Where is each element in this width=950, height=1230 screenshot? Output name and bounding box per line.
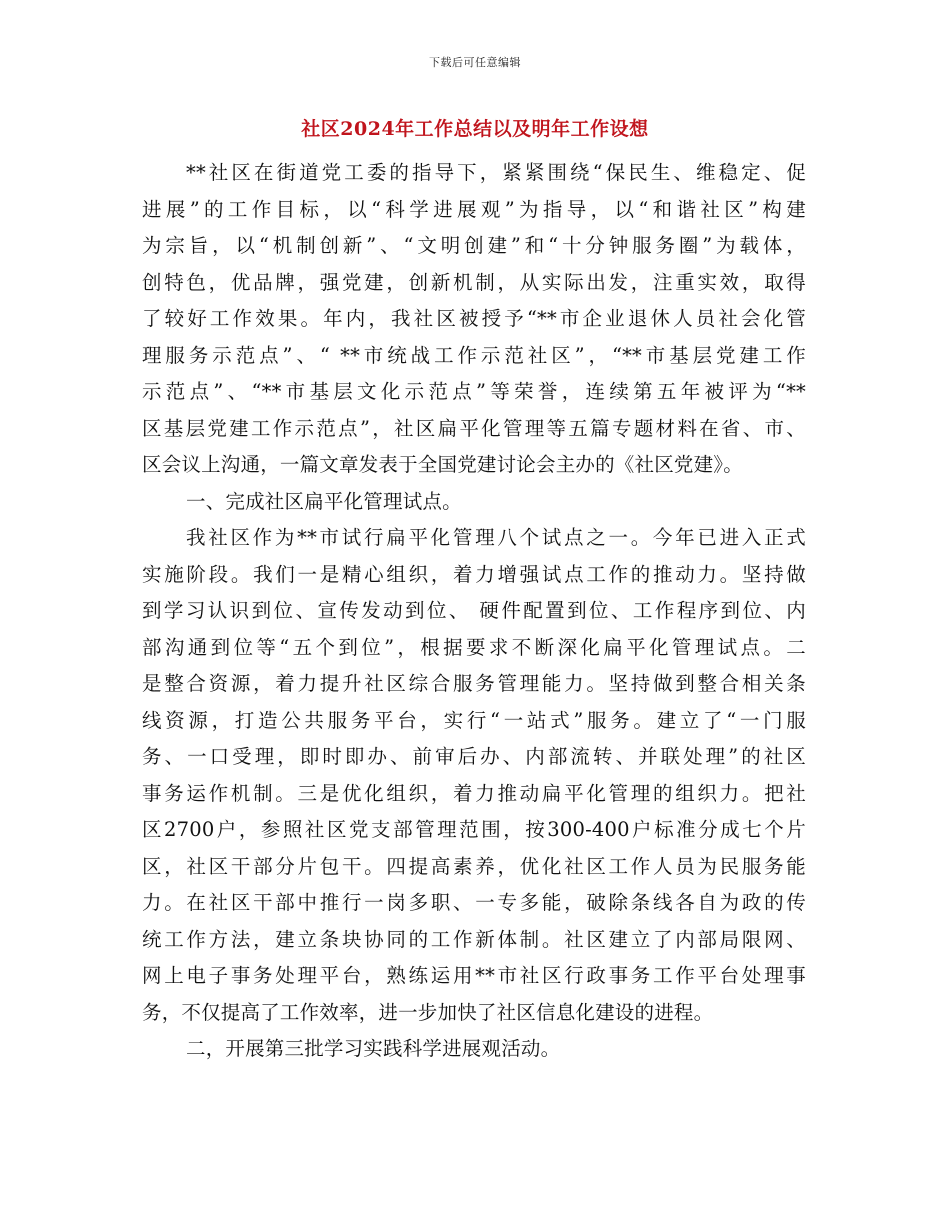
paragraph-line: 部沟通到位等“五个到位”，根据要求不断深化扁平化管理试点。二 [142,635,806,659]
header-note: 下载后可任意编辑 [429,56,521,69]
paragraph-line: 区会议上沟通，一篇文章发表于全国党建讨论会主办的《社区党建》。 [142,453,743,476]
paragraph-line: 区基层党建工作示范点”，社区扁平化管理等五篇专题材料在省、市、 [142,416,806,440]
paragraph-line: 到学习认识到位、宣传发动到位、 硬件配置到位、工作程序到位、内 [142,599,806,622]
paragraph-line: 线资源，打造公共服务平台，实行“一站式”服务。建立了“一门服 [142,708,806,732]
paragraph-line: **社区在街道党工委的指导下，紧紧围绕“保民生、维稳定、促 [186,161,806,184]
paragraph-line: 务、一口受理，即时即办、前审后办、内部流转、并联处理”的社区 [142,745,806,768]
paragraph-line: 进展”的工作目标，以“科学进展观”为指导，以“和谐社区”构建 [142,197,806,221]
paragraph-line: 实施阶段。我们一是精心组织，着力增强试点工作的推动力。坚持做 [142,562,806,586]
paragraph-line: 区，社区干部分片包干。四提高素养，优化社区工作人员为民服务能 [142,854,806,878]
paragraph-line: 为宗旨，以“机制创新”、“文明创建”和“十分钟服务圈”为载体， [142,234,806,257]
paragraph-line: 网上电子事务处理平台，熟练运用**市社区行政事务工作平台处理事 [142,964,806,987]
section-heading: 二，开展第三批学习实践科学进展观活动。 [186,1037,561,1060]
paragraph-line: 务，不仅提高了工作效率，进一步加快了社区信息化建设的进程。 [142,1000,714,1024]
paragraph-line: 事务运作机制。三是优化组织，着力推动扁平化管理的组织力。把社 [142,781,806,805]
section-heading: 一、完成社区扁平化管理试点。 [186,489,462,513]
document-body [142,155,806,1068]
paragraph-line: 我社区作为**市试行扁平化管理八个试点之一。今年已进入正式 [186,526,806,549]
paragraph-line: 理服务示范点”、“ **市统战工作示范社区”，“**市基层党建工作 [142,343,806,367]
paragraph-line: 是整合资源，着力提升社区综合服务管理能力。坚持做到整合相关条 [142,672,806,695]
paragraph-line: 统工作方法，建立条块协同的工作新体制。社区建立了内部局限网、 [142,927,806,951]
paragraph-line: 区2700户，参照社区党支部管理范围，按300-400户标准分成七个片 [142,818,806,841]
paragraph-line: 力。在社区干部中推行一岗多职、一专多能，破除条线各自为政的传 [142,891,806,914]
paragraph-line: 创特色，优品牌，强党建，创新机制，从实际出发，注重实效，取得 [142,270,806,294]
document-title: 社区2024年工作总结以及明年工作设想 [301,118,649,140]
paragraph-line: 了较好工作效果。年内，我社区被授予“**市企业退休人员社会化管 [142,307,806,330]
paragraph-line: 示范点”、“**市基层文化示范点”等荣誉，连续第五年被评为“** [142,380,806,403]
